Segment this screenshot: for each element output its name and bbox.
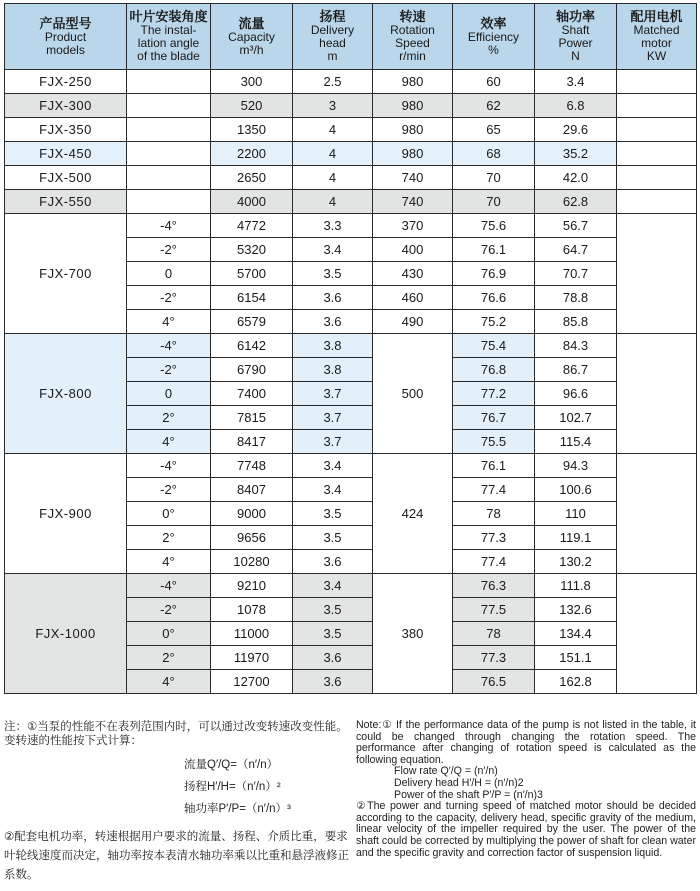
head-cell: 3.6 bbox=[293, 550, 373, 574]
head-cell: 3.7 bbox=[293, 406, 373, 430]
efficiency-cell: 75.5 bbox=[453, 430, 535, 454]
capacity-cell: 7400 bbox=[211, 382, 293, 406]
header-rotation-speed: 转速 Rotation Speed r/min bbox=[373, 4, 453, 70]
efficiency-cell: 77.4 bbox=[453, 478, 535, 502]
power-cell: 78.8 bbox=[535, 286, 617, 310]
model-cell: FJX-550 bbox=[5, 190, 127, 214]
angle-cell: -2° bbox=[127, 598, 211, 622]
head-cell: 3.5 bbox=[293, 526, 373, 550]
power-cell: 86.7 bbox=[535, 358, 617, 382]
efficiency-cell: 77.5 bbox=[453, 598, 535, 622]
efficiency-cell: 75.2 bbox=[453, 310, 535, 334]
motor-cell bbox=[617, 94, 697, 118]
pump-spec-table bbox=[4, 3, 697, 694]
table-row bbox=[5, 118, 697, 142]
speed-cell: 980 bbox=[373, 118, 453, 142]
head-cell: 3.8 bbox=[293, 358, 373, 382]
header-efficiency: 效率 Efficiency % bbox=[453, 4, 535, 70]
power-cell: 151.1 bbox=[535, 646, 617, 670]
angle-cell bbox=[127, 142, 211, 166]
power-cell: 134.4 bbox=[535, 622, 617, 646]
speed-cell: 460 bbox=[373, 286, 453, 310]
motor-cell bbox=[617, 214, 697, 334]
power-cell: 6.8 bbox=[535, 94, 617, 118]
efficiency-cell: 77.3 bbox=[453, 526, 535, 550]
power-cell: 119.1 bbox=[535, 526, 617, 550]
notes-english bbox=[356, 720, 696, 859]
speed-cell: 380 bbox=[373, 574, 453, 694]
table-row bbox=[5, 70, 697, 94]
motor-cell bbox=[617, 454, 697, 574]
efficiency-cell: 78 bbox=[453, 622, 535, 646]
angle-cell: 2° bbox=[127, 526, 211, 550]
speed-cell: 430 bbox=[373, 262, 453, 286]
motor-cell bbox=[617, 142, 697, 166]
capacity-cell: 1350 bbox=[211, 118, 293, 142]
angle-cell: 2° bbox=[127, 406, 211, 430]
model-cell: FJX-250 bbox=[5, 70, 127, 94]
speed-cell: 370 bbox=[373, 214, 453, 238]
efficiency-cell: 77.4 bbox=[453, 550, 535, 574]
notes-chinese bbox=[4, 720, 354, 885]
model-cell: FJX-500 bbox=[5, 166, 127, 190]
formula-power-zh: 轴功率P′/P=（n′/n）³ bbox=[184, 803, 291, 815]
capacity-cell: 6154 bbox=[211, 286, 293, 310]
capacity-cell: 1078 bbox=[211, 598, 293, 622]
head-cell: 3.6 bbox=[293, 646, 373, 670]
head-cell: 3.6 bbox=[293, 286, 373, 310]
angle-cell: 0° bbox=[127, 502, 211, 526]
head-cell: 4 bbox=[293, 142, 373, 166]
efficiency-cell: 68 bbox=[453, 142, 535, 166]
table-row bbox=[5, 190, 697, 214]
capacity-cell: 8417 bbox=[211, 430, 293, 454]
head-cell: 3.4 bbox=[293, 574, 373, 598]
power-cell: 100.6 bbox=[535, 478, 617, 502]
note-zh-1: 注：①当泵的性能不在表列范围内时，可以通过改变转速改变性能。变转速的性能按下式计算： bbox=[4, 721, 348, 747]
angle-cell: -2° bbox=[127, 478, 211, 502]
power-cell: 130.2 bbox=[535, 550, 617, 574]
head-cell: 3.5 bbox=[293, 502, 373, 526]
table-row bbox=[5, 574, 697, 598]
power-cell: 84.3 bbox=[535, 334, 617, 358]
efficiency-cell: 60 bbox=[453, 70, 535, 94]
header-capacity: 流量 Capacity m³/h bbox=[211, 4, 293, 70]
head-cell: 3.4 bbox=[293, 238, 373, 262]
motor-cell bbox=[617, 574, 697, 694]
angle-cell: -4° bbox=[127, 454, 211, 478]
table-row bbox=[5, 334, 697, 358]
head-cell: 3.3 bbox=[293, 214, 373, 238]
power-cell: 42.0 bbox=[535, 166, 617, 190]
capacity-cell: 9000 bbox=[211, 502, 293, 526]
equation-head: Delivery head H′/H = (n′/n)2 bbox=[394, 776, 524, 789]
head-cell: 3.5 bbox=[293, 262, 373, 286]
angle-cell: -2° bbox=[127, 238, 211, 262]
capacity-cell: 12700 bbox=[211, 670, 293, 694]
head-cell: 3.5 bbox=[293, 622, 373, 646]
angle-cell bbox=[127, 94, 211, 118]
capacity-cell: 11000 bbox=[211, 622, 293, 646]
efficiency-cell: 78 bbox=[453, 502, 535, 526]
head-cell: 3.6 bbox=[293, 670, 373, 694]
formula-block-zh bbox=[184, 754, 354, 820]
table-row bbox=[5, 142, 697, 166]
power-cell: 3.4 bbox=[535, 70, 617, 94]
formula-head-zh: 扬程H′/H=（n′/n）² bbox=[184, 781, 281, 793]
angle-cell bbox=[127, 166, 211, 190]
power-cell: 35.2 bbox=[535, 142, 617, 166]
equation-flow: Flow rate Q′/Q = (n′/n) bbox=[394, 765, 498, 778]
capacity-cell: 9210 bbox=[211, 574, 293, 598]
efficiency-cell: 76.9 bbox=[453, 262, 535, 286]
table-row bbox=[5, 94, 697, 118]
capacity-cell: 6579 bbox=[211, 310, 293, 334]
motor-cell bbox=[617, 190, 697, 214]
angle-cell: -2° bbox=[127, 358, 211, 382]
angle-cell: 4° bbox=[127, 670, 211, 694]
angle-cell: -4° bbox=[127, 214, 211, 238]
model-cell: FJX-1000 bbox=[5, 574, 127, 694]
head-cell: 4 bbox=[293, 166, 373, 190]
capacity-cell: 5700 bbox=[211, 262, 293, 286]
head-cell: 4 bbox=[293, 190, 373, 214]
efficiency-cell: 76.6 bbox=[453, 286, 535, 310]
power-cell: 70.7 bbox=[535, 262, 617, 286]
head-cell: 3.6 bbox=[293, 310, 373, 334]
head-cell: 3.5 bbox=[293, 598, 373, 622]
note-en-2: ②The power and turning speed of matched motor should be decided according to the capacity, delivery head, specific gravity of the medium, linear velocity of the impeller required by the user. The power of the shaft could be corrected by multiplying the power of shaft for clean water and the specific gravity and correction factor of suspension liquid. bbox=[356, 800, 696, 859]
capacity-cell: 6790 bbox=[211, 358, 293, 382]
power-cell: 162.8 bbox=[535, 670, 617, 694]
power-cell: 102.7 bbox=[535, 406, 617, 430]
angle-cell: 4° bbox=[127, 550, 211, 574]
head-cell: 2.5 bbox=[293, 70, 373, 94]
power-cell: 94.3 bbox=[535, 454, 617, 478]
power-cell: 132.6 bbox=[535, 598, 617, 622]
head-cell: 3 bbox=[293, 94, 373, 118]
angle-cell bbox=[127, 118, 211, 142]
head-cell: 3.4 bbox=[293, 478, 373, 502]
angle-cell: -2° bbox=[127, 286, 211, 310]
capacity-cell: 2200 bbox=[211, 142, 293, 166]
header-matched-motor: 配用电机 Matched motor KW bbox=[617, 4, 697, 70]
power-cell: 115.4 bbox=[535, 430, 617, 454]
efficiency-cell: 70 bbox=[453, 166, 535, 190]
capacity-cell: 11970 bbox=[211, 646, 293, 670]
efficiency-cell: 76.7 bbox=[453, 406, 535, 430]
efficiency-cell: 70 bbox=[453, 190, 535, 214]
speed-cell: 980 bbox=[373, 94, 453, 118]
angle-cell bbox=[127, 70, 211, 94]
angle-cell bbox=[127, 190, 211, 214]
capacity-cell: 2650 bbox=[211, 166, 293, 190]
speed-cell: 490 bbox=[373, 310, 453, 334]
efficiency-cell: 75.4 bbox=[453, 334, 535, 358]
formula-flow-zh: 流量Q′/Q=（n′/n） bbox=[184, 759, 279, 771]
speed-cell: 424 bbox=[373, 454, 453, 574]
speed-cell: 400 bbox=[373, 238, 453, 262]
capacity-cell: 7748 bbox=[211, 454, 293, 478]
efficiency-cell: 77.3 bbox=[453, 646, 535, 670]
capacity-cell: 520 bbox=[211, 94, 293, 118]
angle-cell: -4° bbox=[127, 574, 211, 598]
capacity-cell: 7815 bbox=[211, 406, 293, 430]
head-cell: 3.7 bbox=[293, 382, 373, 406]
capacity-cell: 300 bbox=[211, 70, 293, 94]
angle-cell: 0° bbox=[127, 622, 211, 646]
model-cell: FJX-700 bbox=[5, 214, 127, 334]
speed-cell: 740 bbox=[373, 166, 453, 190]
capacity-cell: 4772 bbox=[211, 214, 293, 238]
power-cell: 110 bbox=[535, 502, 617, 526]
equation-power: Power of the shaft P′/P = (n′/n)3 bbox=[394, 788, 543, 801]
angle-cell: -4° bbox=[127, 334, 211, 358]
speed-cell: 980 bbox=[373, 70, 453, 94]
efficiency-cell: 77.2 bbox=[453, 382, 535, 406]
table-row bbox=[5, 214, 697, 238]
efficiency-cell: 76.3 bbox=[453, 574, 535, 598]
power-cell: 29.6 bbox=[535, 118, 617, 142]
motor-cell bbox=[617, 70, 697, 94]
capacity-cell: 4000 bbox=[211, 190, 293, 214]
angle-cell: 4° bbox=[127, 430, 211, 454]
speed-cell: 980 bbox=[373, 142, 453, 166]
speed-cell: 500 bbox=[373, 334, 453, 454]
power-cell: 64.7 bbox=[535, 238, 617, 262]
model-cell: FJX-350 bbox=[5, 118, 127, 142]
motor-cell bbox=[617, 118, 697, 142]
head-cell: 3.7 bbox=[293, 430, 373, 454]
power-cell: 111.8 bbox=[535, 574, 617, 598]
table-row bbox=[5, 454, 697, 478]
angle-cell: 0 bbox=[127, 262, 211, 286]
efficiency-cell: 65 bbox=[453, 118, 535, 142]
capacity-cell: 5320 bbox=[211, 238, 293, 262]
efficiency-cell: 76.8 bbox=[453, 358, 535, 382]
efficiency-cell: 76.1 bbox=[453, 454, 535, 478]
power-cell: 56.7 bbox=[535, 214, 617, 238]
table-row bbox=[5, 166, 697, 190]
model-cell: FJX-800 bbox=[5, 334, 127, 454]
note-zh-2: ②配套电机功率，转速根据用户要求的流量、扬程、介质比重，要求叶轮线速度而决定，轴功率按本表清水轴功率乘以比重和悬浮液修正系数。 bbox=[4, 831, 349, 881]
capacity-cell: 6142 bbox=[211, 334, 293, 358]
angle-cell: 4° bbox=[127, 310, 211, 334]
motor-cell bbox=[617, 334, 697, 454]
motor-cell bbox=[617, 166, 697, 190]
header-product-models: 产品型号 Product models bbox=[5, 4, 127, 70]
efficiency-cell: 75.6 bbox=[453, 214, 535, 238]
head-cell: 3.4 bbox=[293, 454, 373, 478]
capacity-cell: 9656 bbox=[211, 526, 293, 550]
capacity-cell: 8407 bbox=[211, 478, 293, 502]
angle-cell: 2° bbox=[127, 646, 211, 670]
speed-cell: 740 bbox=[373, 190, 453, 214]
efficiency-cell: 76.5 bbox=[453, 670, 535, 694]
header-blade-angle: 叶片安装角度 The instal- lation angle of the blade bbox=[127, 4, 211, 70]
efficiency-cell: 76.1 bbox=[453, 238, 535, 262]
note-en-1: Note:① If the performance data of the pump is not listed in the table, it could be changed through changing the rotation speed. The performance after changing of rotation speed is calculated as the following equation. bbox=[356, 719, 696, 766]
header-delivery-head: 扬程 Delivery head m bbox=[293, 4, 373, 70]
model-cell: FJX-450 bbox=[5, 142, 127, 166]
head-cell: 4 bbox=[293, 118, 373, 142]
efficiency-cell: 62 bbox=[453, 94, 535, 118]
model-cell: FJX-300 bbox=[5, 94, 127, 118]
capacity-cell: 10280 bbox=[211, 550, 293, 574]
power-cell: 62.8 bbox=[535, 190, 617, 214]
angle-cell: 0 bbox=[127, 382, 211, 406]
power-cell: 96.6 bbox=[535, 382, 617, 406]
head-cell: 3.8 bbox=[293, 334, 373, 358]
model-cell: FJX-900 bbox=[5, 454, 127, 574]
power-cell: 85.8 bbox=[535, 310, 617, 334]
header-shaft-power: 轴功率 Shaft Power N bbox=[535, 4, 617, 70]
